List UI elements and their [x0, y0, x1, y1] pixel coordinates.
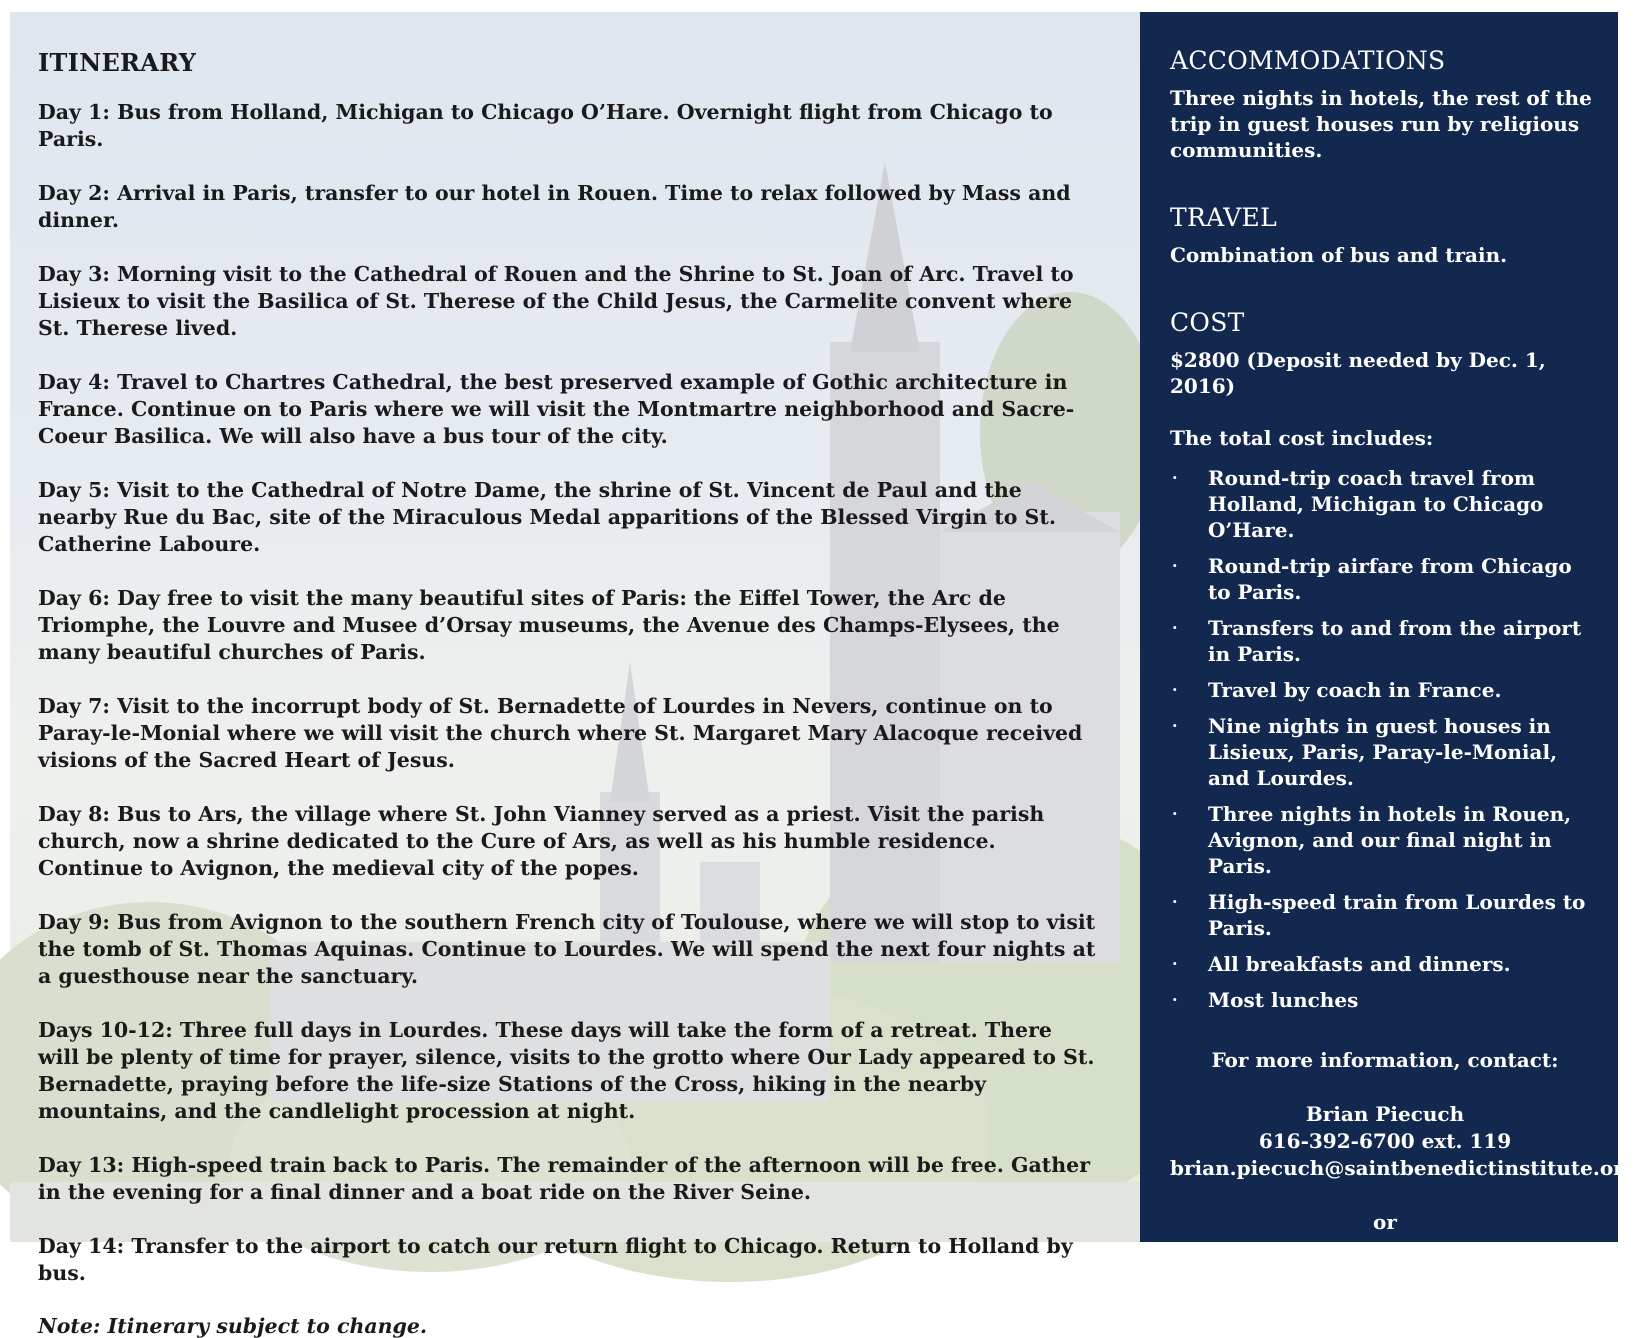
- accommodations-text: Three nights in hotels, the rest of the trip in guest houses run by religious communities.: [1170, 86, 1592, 162]
- day-13: Day 13: High-speed train back to Paris. The remainder of the afternoon will be free. Gather in the evening for a final dinner and a boat ride on the River Seine.: [38, 1153, 1091, 1204]
- day-9: Day 9: Bus from Avignon to the southern French city of Toulouse, where we will stop to visit the tomb of St. Thomas Aquinas. Continue to Lourdes. We will spend the next four nights at a guesthouse near the sanctuary.: [38, 910, 1096, 988]
- day-5: Day 5: Visit to the Cathedral of Notre Dame, the shrine of St. Vincent de Paul and the nearby Rue du Bac, site of the Miraculous Medal apparitions of the Blessed Virgin to St. Catherine Laboure.: [38, 478, 1056, 556]
- bullet-icon: ·: [1172, 990, 1178, 1009]
- cost-heading: COST: [1170, 308, 1245, 337]
- cost-includes-list: [1170, 465, 1600, 1013]
- day-14: Day 14: Transfer to the airport to catch our return flight to Chicago. Return to Holland by bus.: [38, 1234, 1073, 1285]
- bullet-icon: ·: [1172, 954, 1178, 973]
- contact-name-1: Brian Piecuch: [1305, 1102, 1465, 1126]
- itinerary-content: [38, 48, 1098, 1338]
- contact-email-1[interactable]: brian.piecuch@saintbenedictinstitute.org: [1170, 1156, 1638, 1180]
- day-3: Day 3: Morning visit to the Cathedral of Rouen and the Shrine to St. Joan of Arc. Travel to Lisieux to visit the Basilica of St. Therese of the Child Jesus, the Carmelite convent where St. Therese lived.: [38, 262, 1074, 340]
- brochure-page: [10, 12, 1638, 1338]
- contact-block: [1170, 1047, 1638, 1317]
- travel-text: Combination of bus and train.: [1170, 243, 1508, 267]
- list-item: · Three nights in hotels in Rouen, Avignon, and our final night in Paris.: [1172, 802, 1572, 878]
- itinerary-panel: [10, 12, 1140, 1338]
- bullet-icon: ·: [1172, 618, 1178, 637]
- cost-includes-label: The total cost includes:: [1170, 426, 1434, 450]
- list-item: · Transfers to and from the airport in Paris.: [1172, 616, 1582, 666]
- cost-price: $2800 (Deposit needed by Dec. 1, 2016): [1170, 348, 1546, 398]
- itinerary-heading: ITINERARY: [38, 48, 197, 77]
- contact-phone-1[interactable]: 616-392-6700 ext. 119: [1258, 1129, 1512, 1153]
- bullet-icon: ·: [1172, 716, 1178, 735]
- accommodations-heading: ACCOMMODATIONS: [1170, 46, 1446, 75]
- travel-heading: TRAVEL: [1170, 203, 1278, 232]
- day-8: Day 8: Bus to Ars, the village where St. John Vianney served as a priest. Visit the parish church, now a shrine dedicated to the Cure of Ars, as well as his humble residence. Continue to Avignon, the medieval city of the popes.: [38, 802, 1045, 880]
- list-item: · Travel by coach in France.: [1172, 678, 1502, 702]
- bullet-icon: ·: [1172, 680, 1178, 699]
- day-2: Day 2: Arrival in Paris, transfer to our hotel in Rouen. Time to relax followed by Mass and dinner.: [38, 181, 1071, 232]
- itinerary-note: Note: Itinerary subject to change.: [38, 1314, 428, 1338]
- list-item: · Nine nights in guest houses in Lisieux, Paris, Paray-le-Monial, and Lourdes.: [1172, 714, 1558, 790]
- days-10-12: Days 10-12: Three full days in Lourdes. These days will take the form of a retreat. There will be plenty of time for prayer, silence, visits to the grotto where Our Lady appeared to St. Bernadette, praying before the life-size Stations of the Cross, hiking in the nearby mountains, and the candlelight procession at night.: [38, 1018, 1095, 1123]
- list-item: · Most lunches: [1172, 988, 1359, 1012]
- info-panel: [1140, 12, 1638, 1315]
- bullet-icon: ·: [1172, 892, 1178, 911]
- list-item: · Round-trip coach travel from Holland, Michigan to Chicago O’Hare.: [1172, 466, 1544, 542]
- contact-intro: For more information, contact:: [1211, 1048, 1559, 1072]
- day-1: Day 1: Bus from Holland, Michigan to Chicago O’Hare. Overnight flight from Chicago to Paris.: [38, 100, 1053, 151]
- bullet-icon: ·: [1172, 556, 1178, 575]
- day-7: Day 7: Visit to the incorrupt body of St. Bernadette of Lourdes in Nevers, continue on to Paray-le-Monial where we will visit the church where St. Margaret Mary Alacoque received visions of the Sacred Heart of Jesus.: [38, 694, 1083, 772]
- contact-email-2[interactable]: bvanderwerff@stfrancisholland.org: [1187, 1291, 1583, 1315]
- contact-name-2: Father Bill Vander Werff: [1248, 1264, 1522, 1288]
- bullet-icon: ·: [1172, 468, 1178, 487]
- list-item: · All breakfasts and dinners.: [1172, 952, 1511, 976]
- bullet-icon: ·: [1172, 804, 1178, 823]
- list-item: · Round-trip airfare from Chicago to Paris.: [1172, 554, 1572, 604]
- contact-or: or: [1373, 1210, 1397, 1234]
- list-item: · High-speed train from Lourdes to Paris.: [1172, 890, 1586, 940]
- day-4: Day 4: Travel to Chartres Cathedral, the best preserved example of Gothic architecture in France. Continue on to Paris where we will visit the Montmartre neighborhood and Sacre-Coeur Basilica. We will also have a bus tour of the city.: [38, 370, 1075, 448]
- day-6: Day 6: Day free to visit the many beautiful sites of Paris: the Eiffel Tower, the Arc de Triomphe, the Louvre and Musee d’Orsay museums, the Avenue des Champs-Elysees, the many beautiful churches of Paris.: [38, 586, 1060, 664]
